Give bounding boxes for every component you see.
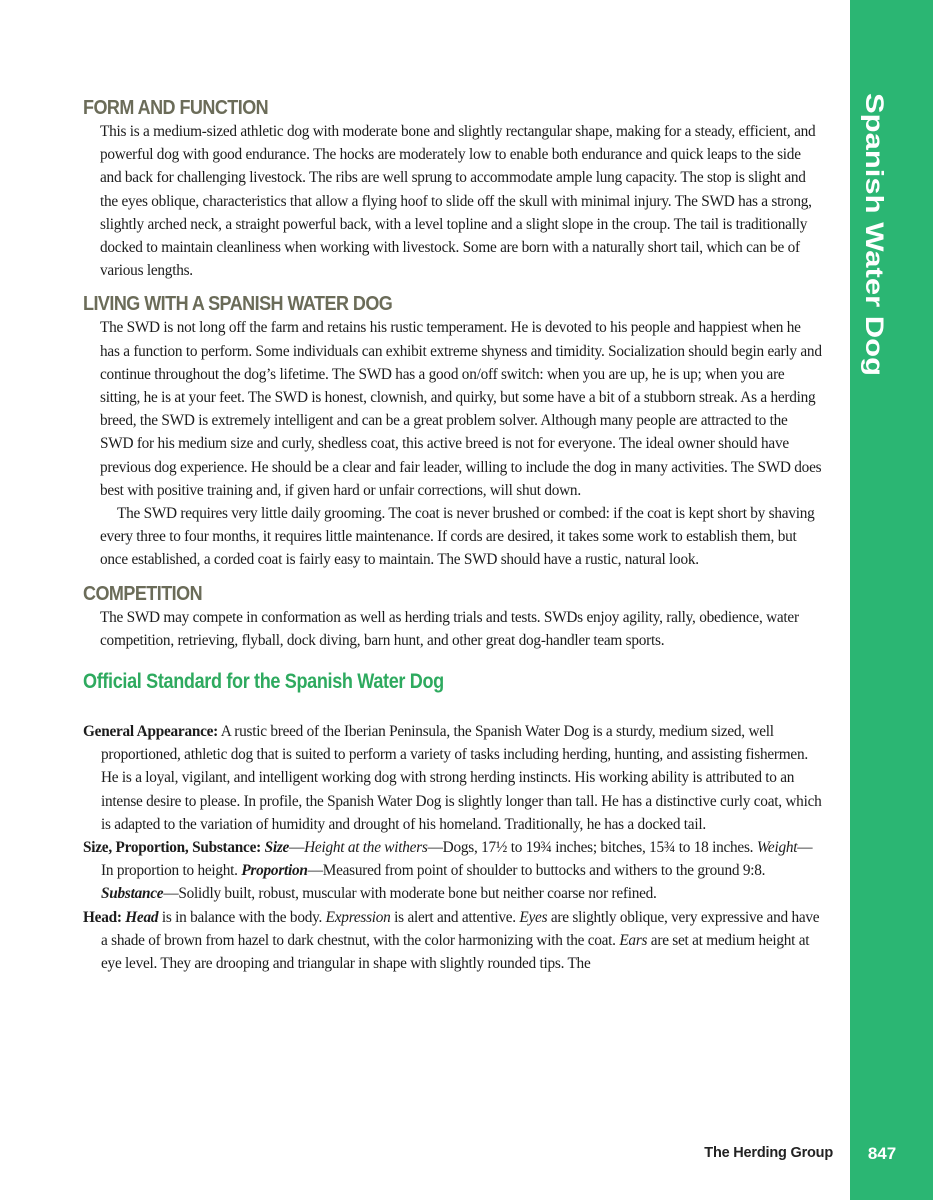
term-size: Size bbox=[264, 839, 290, 857]
official-standard-title: Official Standard for the Spanish Water Dog bbox=[83, 670, 444, 694]
section-heading: FORM AND FUNCTION bbox=[83, 97, 269, 119]
entry-label: General Appearance: bbox=[83, 723, 219, 741]
entry-text: —In proportion to height. bbox=[101, 839, 813, 880]
term-proportion: Proportion bbox=[241, 862, 308, 880]
section-paragraph: This is a medium-sized athletic dog with moderate bone and slightly rectangular shape, making for a steady, efficient, and powerful dog with good endurance. The hocks are moderately low to enable both endurance and quick leaps to the side and back for challenging livestock. The ribs are well sprung to accommodate ample lung capacity. The stop is slight and the eyes oblique, characteristics that allow a flying hoof to slide off the skull with minimal injury. The SWD has a strong, slightly arched neck, a straight powerful back, with a level topline and a slight slope in the croup. The tail is traditionally docked to maintain cleanliness when working with livestock. Some are born with a naturally short tail, which can be of various lengths. bbox=[100, 123, 816, 280]
term-height-at-withers: Height at the withers bbox=[304, 839, 428, 857]
breed-title-vertical: Spanish Water Dog bbox=[860, 93, 890, 377]
entry-text: is in balance with the body. bbox=[158, 908, 326, 926]
term-head: Head bbox=[125, 908, 159, 926]
dash: — bbox=[289, 839, 305, 857]
entry-text: A rustic breed of the Iberian Peninsula, the Spanish Water Dog is a sturdy, medium sized, well proportioned, athletic dog that is suited to perform a variety of tasks including herding, hunting, and assisting fishermen. He is a loyal, vigilant, and intelligent working dog with strong herding instincts. His working ability is attributed to an intense desire to please. In profile, the Spanish Water Dog is slightly longer than tall. He has a distinctive curly coat, which is adapted to the variation of humidity and drought of his homeland. Traditionally, he has a docked tail. bbox=[101, 723, 822, 833]
standard-entry-head bbox=[83, 906, 823, 976]
entry-text: is alert and attentive. bbox=[390, 908, 520, 926]
section-form-and-function bbox=[83, 96, 823, 282]
entry-text: —Solidly built, robust, muscular with moderate bone but neither coarse nor refined. bbox=[163, 885, 657, 903]
entry-label: Size, Proportion, Substance: bbox=[83, 839, 261, 857]
entry-text: —Measured from point of shoulder to buttocks and withers to the ground 9:8. bbox=[307, 862, 766, 880]
section-paragraph: The SWD is not long off the farm and retains his rustic temperament. He is devoted to his people and happiest when he has a function to perform. Some individuals can exhibit extreme shyness and timidity. Socialization should begin early and continue throughout the dog’s lifetime. The SWD has a good on/off switch: when you are up, he is up; when you are sitting, he is at your feet. The SWD is honest, clownish, and quirky, but some have a bit of a stubborn streak. As a herding breed, the SWD is extremely intelligent and can be a great problem solver. Although many people are attracted to the SWD for his medium size and curly, shedless coat, this active breed is not for everyone. The ideal owner should have previous dog experience. He should be a clear and fair leader, willing to include the dog in many activities. The SWD does best with positive training and, if given hard or unfair corrections, will shut down. bbox=[100, 319, 822, 499]
section-competition bbox=[83, 582, 823, 652]
section-paragraph: The SWD may compete in conformation as well as herding trials and tests. SWDs enjoy agility, rally, obedience, water competition, retrieving, flyball, dock diving, barn hunt, and other great dog-handler team sports. bbox=[100, 608, 799, 649]
entry-text: are set at medium height at eye level. They are drooping and triangular in shape with slightly rounded tips. The bbox=[101, 931, 810, 973]
section-heading: LIVING WITH A SPANISH WATER DOG bbox=[83, 293, 393, 316]
term-expression: Expression bbox=[325, 908, 391, 926]
page-content bbox=[83, 96, 823, 975]
standard-entry-size-proportion-substance bbox=[83, 836, 823, 906]
term-weight: Weight bbox=[756, 839, 798, 857]
section-heading: COMPETITION bbox=[83, 582, 203, 605]
section-paragraph: The SWD requires very little daily grooming. The coat is never brushed or combed: if the coat is kept short by shaving every three to four months, it requires little maintenance. If cords are desired, it takes some work to establish them, but once established, a corded coat is fairly easy to maintain. The SWD should have a rustic, natural look. bbox=[100, 505, 815, 569]
running-footer-group: The Herding Group bbox=[704, 1145, 833, 1161]
term-ears: Ears bbox=[619, 931, 648, 949]
entry-text: are slightly oblique, very expressive and have a shade of brown from hazel to dark chestnut, with the color harmonizing with the coat. bbox=[101, 908, 820, 949]
term-substance: Substance bbox=[101, 885, 164, 903]
standard-entry-general-appearance bbox=[83, 720, 823, 836]
page-number: 847 bbox=[867, 1144, 897, 1163]
entry-text: —Dogs, 17½ to 19¾ inches; bitches, 15¾ to 18 inches. bbox=[427, 839, 757, 857]
entry-label: Head: bbox=[83, 908, 122, 926]
section-living-with bbox=[83, 292, 823, 571]
term-eyes: Eyes bbox=[519, 908, 548, 926]
